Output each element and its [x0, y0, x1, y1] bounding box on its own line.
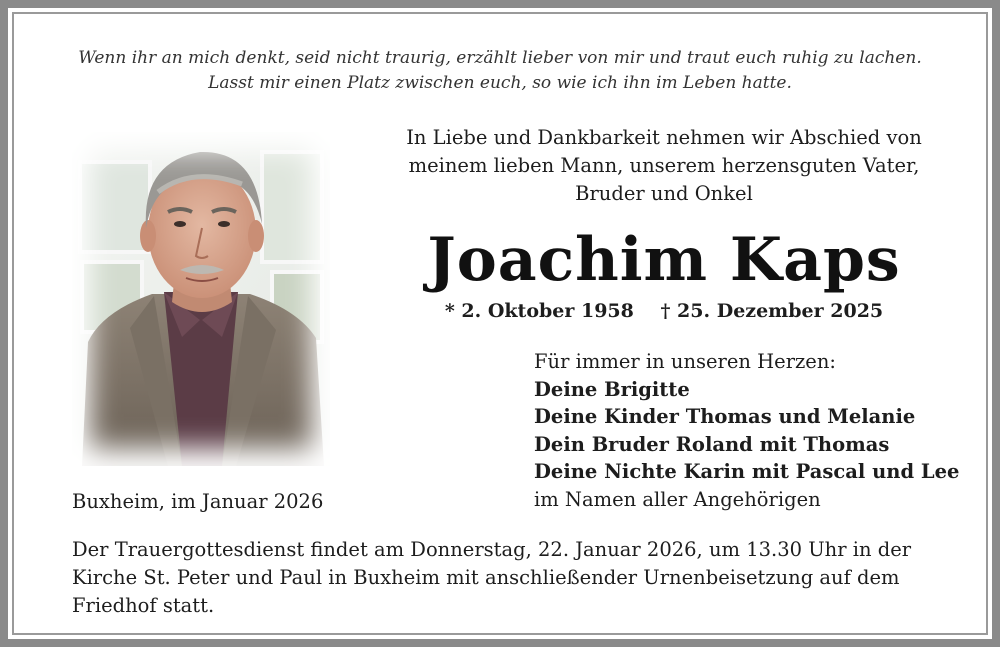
portrait-illustration: [72, 132, 330, 466]
family-list: [534, 348, 959, 513]
service-line-2: Kirche St. Peter und Paul in Buxheim mit anschließender Urnenbeisetzung auf dem: [72, 566, 900, 589]
quote-line-2: Lasst mir einen Platz zwischen euch, so wie ich ihn im Leben hatte.: [208, 73, 792, 93]
intro-text: [354, 124, 974, 208]
life-dates: [354, 297, 974, 325]
birth-date: * 2. Oktober 1958: [444, 300, 634, 322]
card-border: [12, 12, 988, 635]
obituary-card: [8, 8, 992, 639]
intro-line-3: Bruder und Onkel: [575, 182, 753, 205]
place-date: Buxheim, im Januar 2026: [72, 490, 324, 513]
family-closing: im Namen aller Angehörigen: [534, 487, 821, 511]
family-heading: Für immer in unseren Herzen:: [534, 350, 836, 373]
intro-line-2: meinem lieben Mann, unserem herzensguten Vater,: [408, 154, 920, 177]
family-member: Deine Brigitte: [534, 377, 690, 401]
intro-line-1: In Liebe und Dankbarkeit nehmen wir Abschied von: [406, 126, 922, 149]
portrait-photo: [72, 132, 330, 466]
deceased-name: Joachim Kaps: [427, 225, 901, 295]
quote-line-1: Wenn ihr an mich denkt, seid nicht traurig, erzählt lieber von mir und traut euch ruhig zu lachen.: [78, 48, 922, 68]
service-line-3: Friedhof statt.: [72, 594, 215, 617]
service-info: [72, 536, 958, 620]
service-line-1: Der Trauergottesdienst findet am Donnerstag, 22. Januar 2026, um 13.30 Uhr in der: [72, 538, 912, 561]
family-member: Dein Bruder Roland mit Thomas: [534, 432, 890, 456]
death-date: † 25. Dezember 2025: [660, 300, 884, 322]
quote: [14, 46, 986, 96]
family-member: Deine Nichte Karin mit Pascal und Lee: [534, 460, 960, 483]
family-member: Deine Kinder Thomas und Melanie: [534, 405, 916, 428]
